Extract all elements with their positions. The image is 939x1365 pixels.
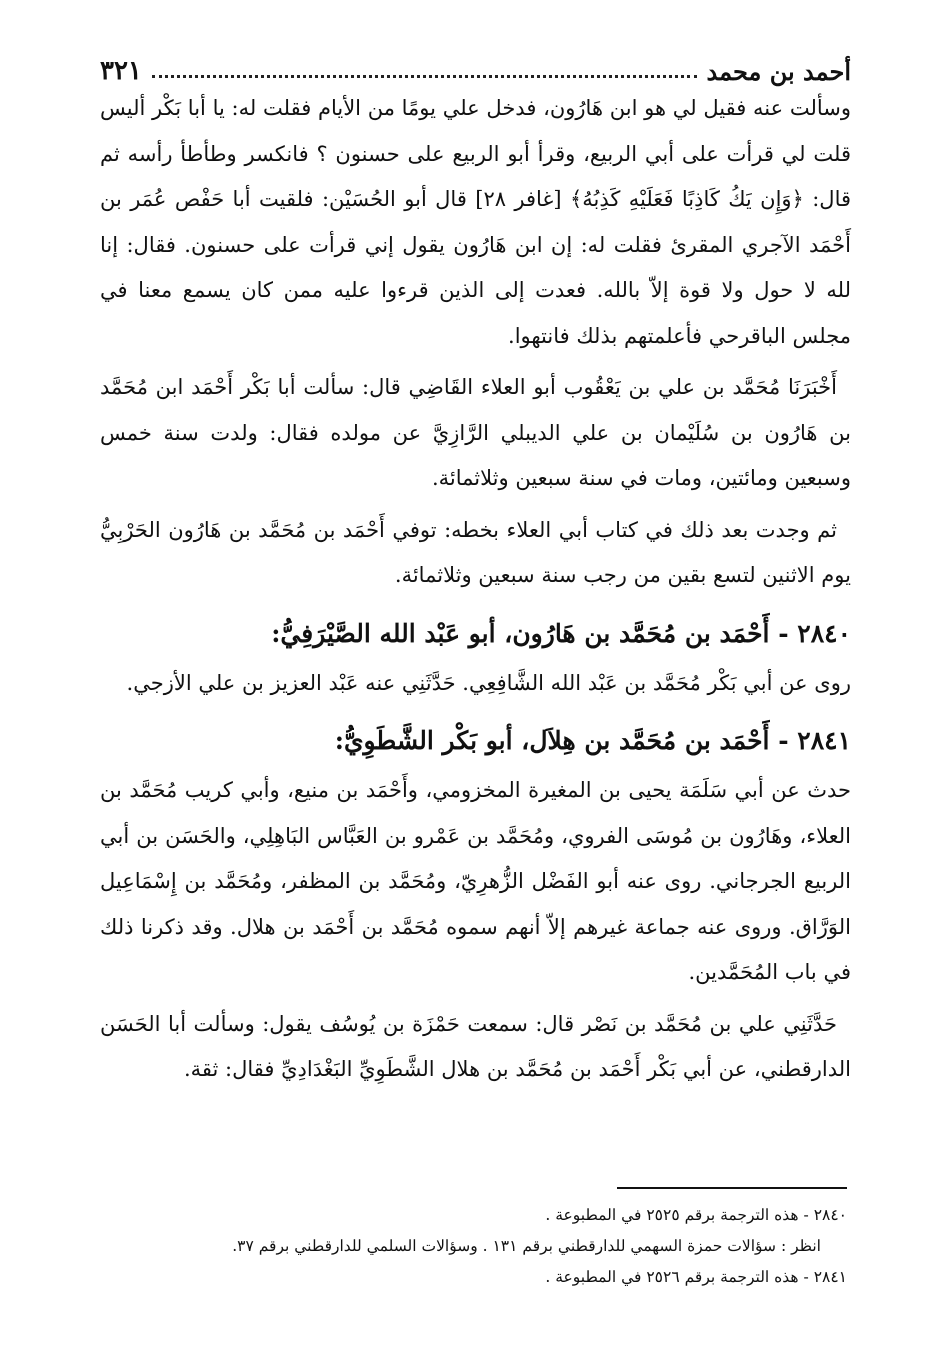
paragraph: أَخْبَرَنَا مُحَمَّد بن علي بن يَعْقُوب أبو العلاء القَاضِي قال: سألت أبا بَكْر أَحْمَد ابن مُحَمَّد بن هَارُون بن سُلَيْمان بن علي الديبلي الرَّازِيَّ عن مولده فقال: ولدت سنة خمس وسبعين ومائتين، ومات في سنة سبعين وثلاثمائة. <box>100 375 851 490</box>
entry-heading-2840: ٢٨٤٠ - أَحْمَد بن مُحَمَّد بن هَارُون، أبو عَبْد الله الصَّيْرَفِيُّ: <box>271 618 851 648</box>
leader-dots <box>152 75 697 78</box>
footnote-divider <box>617 1187 847 1189</box>
paragraph: روى عن أبي بَكْر مُحَمَّد بن عَبْد الله الشَّافِعِي. حَدَّثَنِي عنه عَبْد العزيز بن علي الأزجي. <box>126 670 851 695</box>
paragraph: ثم وجدت بعد ذلك في كتاب أبي العلاء بخطه: توفي أَحْمَد بن مُحَمَّد بن هَارُون الحَرْبِيُّ يوم الاثنين لتسع بقين من رجب سنة سبعين وثلاثمائة. <box>100 517 851 587</box>
running-head <box>100 38 851 86</box>
paragraph: وسألت عنه فقيل لي هو ابن هَارُون، فدخل علي يومًا من الأيام فقلت له: يا أبا بَكْر أليس قلت لي قرأت على أبي الربيع، وقرأ أبو الربيع على حسنون ؟ فانكسر وطأطأ رأسه ثم قال: ﴿وَإِن يَكُ كَاذِبًا فَعَلَيْهِ كَذِبُهُ﴾ [غافر ٢٨] قال أبو الحُسَيْن: فلقيت أبا حَفْص عُمَر بن أَحْمَد الآجري المقرئ فقلت له: إن ابن هَارُون يقول إني قرأت على حسنون. فقال: إنا لله لا حول ولا قوة إلاّ بالله. فعدت إلى الذين قرءوا عليه ممن كان يسمع معنا في مجلس الباقرحي فأعلمتهم بذلك فانتهوا. <box>100 96 851 348</box>
paragraph: حدث عن أبي سَلَمَة يحيى بن المغيرة المخزومي، وأَحْمَد بن منيع، وأبي كريب مُحَمَّد بن العلاء، وهَارُون بن مُوسَى الفروي، ومُحَمَّد بن عَمْرو بن العَبَّاس البَاهِلِي، والحَسَن بن أبي الربيع الجرجاني. روى عنه أبو الفَضْل الزُّهرِيّ، ومُحَمَّد بن المظفر، ومُحَمَّد بن إِسْمَاعِيل الوَرَّاق. وروى عنه جماعة غيرهم إلاّ أنهم سموه مُحَمَّد بن أَحْمَد بن هلال. وقد ذكرنا ذلك في باب المُحَمَّدين. <box>100 778 851 984</box>
main-text <box>100 86 851 1093</box>
footnotes <box>100 1200 847 1293</box>
footnote: انظر : سؤالات حمزة السهمي للدارقطني برقم ١٣١ . وسؤالات السلمي للدارقطني برقم ٣٧. <box>232 1237 821 1255</box>
entry-heading-2841: ٢٨٤١ - أَحْمَد بن مُحَمَّد بن هِلاَل، أبو بَكْر الشَّطَوِيُّ: <box>334 726 851 755</box>
paragraph: حَدَّثَنِي علي بن مُحَمَّد بن نَصْر قال: سمعت حَمْزَة بن يُوسُف يقول: وسألت أبا الحَسَن الدارقطني، عن أبي بَكْر أَحْمَد بن مُحَمَّد بن هلال الشَّطَوِيِّ البَغْدَادِيِّ فقال: ثقة. <box>100 1011 851 1081</box>
footnote: ٢٨٤١ - هذه الترجمة برقم ٢٥٢٦ في المطبوعة . <box>545 1268 847 1286</box>
page-number: ٣٢١ <box>100 56 142 86</box>
footnote: ٢٨٤٠ - هذه الترجمة برقم ٢٥٢٥ في المطبوعة . <box>545 1206 847 1224</box>
running-head-title: أحمد بن محمد <box>706 57 851 86</box>
